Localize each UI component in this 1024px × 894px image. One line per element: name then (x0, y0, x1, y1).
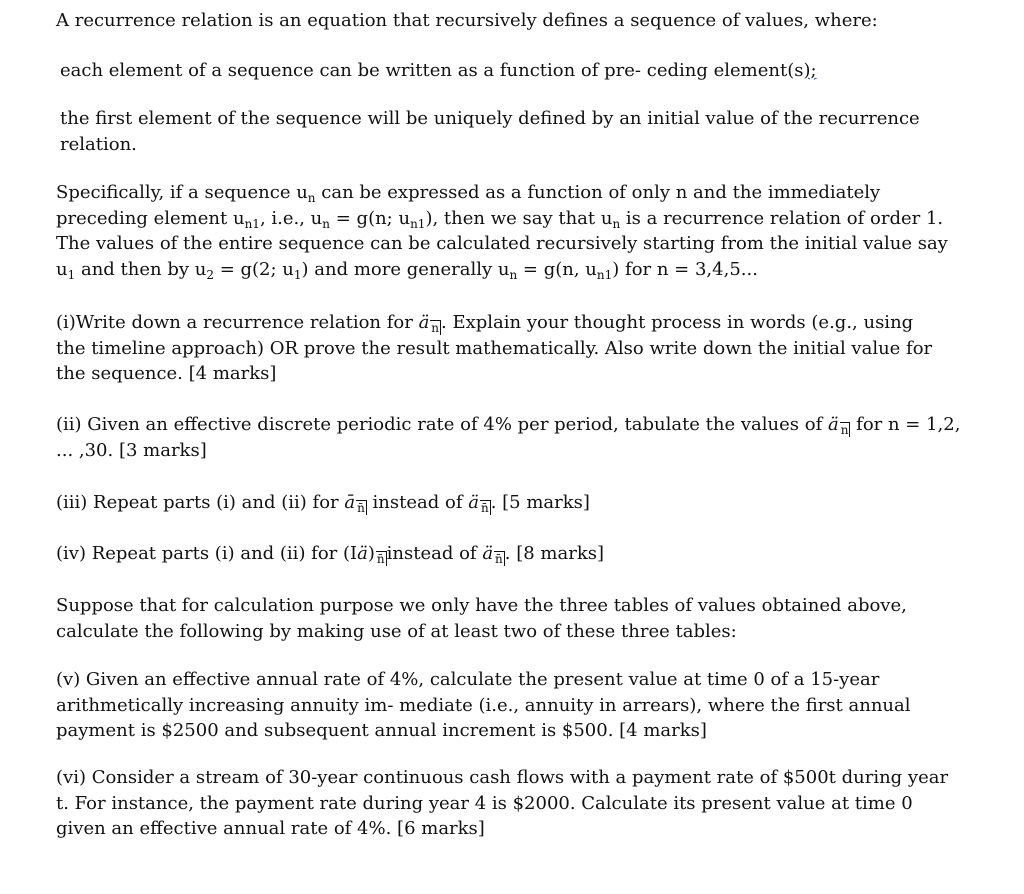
bullet-initial-value: the first element of the sequence will be uniquely defined by an initial value of the recurrence relation. (60, 108, 920, 155)
bullet-preceding-elements: each element of a sequence can be written as a function of pre- ceding element(s); (60, 60, 817, 81)
question-ii: (ii) Given an effective discrete periodic rate of 4% per period, tabulate the values of ä $_n$ for n = 1,2, ... ,30. [3 marks] (56, 414, 961, 461)
question-iii: (iii) Repeat parts (i) and (ii) for ā $_{n̄}$ instead of ä $_{n̄}$ . [5 marks] (56, 492, 590, 515)
question-vi: (vi) Consider a stream of 30-year continuous cash flows with a payment rate of $500t during year t. For instance, the payment rate during year 4 is $2000. Calculate its present value at time 0 given an effective annual rate of 4%. [6 marks] (56, 767, 949, 839)
question-iv: (iv) Repeat parts (i) and (ii) for (Iä) $_{n̄}$ instead of ä $_{n̄}$ . [8 marks] (56, 543, 604, 566)
continuous-annuity-symbol: ā (344, 492, 356, 513)
spell-check-mark: ); (803, 60, 817, 81)
intro-paragraph: A recurrence relation is an equation that recursively defines a sequence of values, where: (56, 10, 878, 31)
annuity-due-symbol: ä (482, 543, 494, 564)
question-v: (v) Given an effective annual rate of 4%, calculate the present value at time 0 of a 15-year arithmetically increasing annuity im- mediate (i.e., annuity in arrears), where the first annual payment is $2500 and subsequent annual increment is $500. [4 marks] (56, 669, 911, 741)
question-i: (i)Write down a recurrence relation for ä $_n$ . Explain your thought process in words (e.g., using the timeline approach) OR prove the result mathematically. Also write down the initial value for the sequence. [4 marks] (56, 312, 933, 384)
increasing-annuity-symbol: ä (357, 543, 368, 564)
specifically-paragraph: Specifically, if a sequence $u_n$ can be expressed as a function of only n and the immediately preceding element $u_{n1}$, i.e., $u_n = g(n$; $u_{n1}$), then we say that $u_n$ is a recurrence relation of order 1. The values of the entire sequence can be calculated recursively starting from the initial value say $u_1$ and then by $u_2 = g(2$; $u_1$) and more generally $u_n = g(n$, $u_{n1}$) for n = 3,4,5... (56, 182, 948, 282)
annuity-due-symbol: ä (468, 492, 479, 513)
suppose-paragraph: Suppose that for calculation purpose we only have the three tables of values obtained above, calculate the following by making use of at least two of these three tables: (56, 595, 907, 642)
annuity-due-symbol: ä (418, 312, 430, 333)
annuity-due-symbol: ä (827, 414, 839, 435)
